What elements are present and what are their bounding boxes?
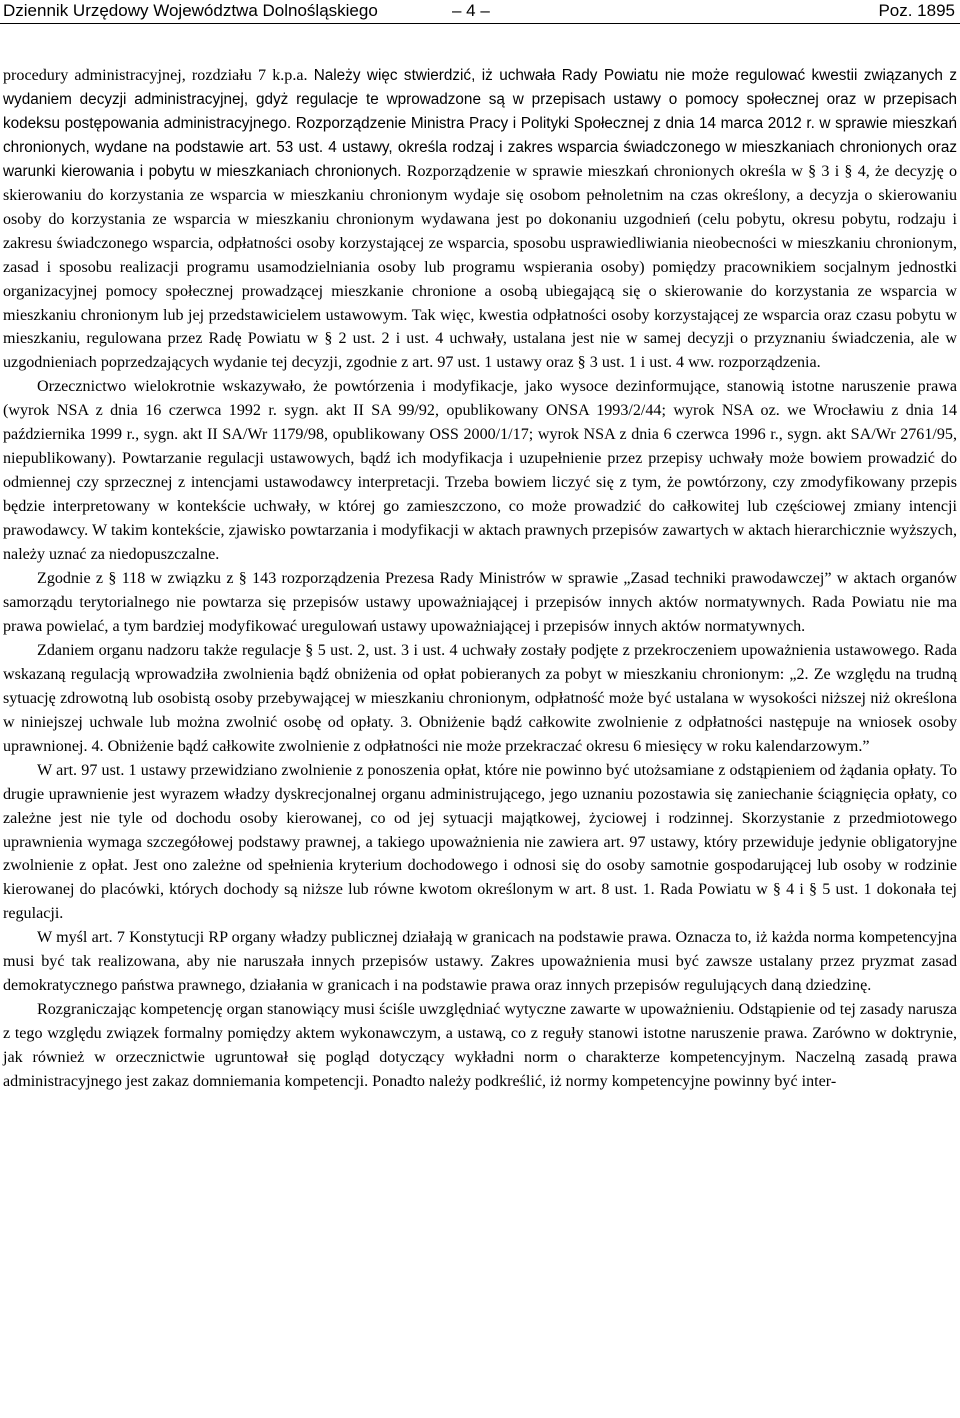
paragraph: Orzecznictwo wielokrotnie wskazywało, że powtórzenia i modyfikacje, jako wysoce dezinformujące, stanowią istotne naruszenie prawa (wyrok NSA z dnia 16 czerwca 1992 r. sygn. akt II SA 99/92, opublikowany ONSA 1993/2/44; wyrok NSA oz. we Wrocławiu z dnia 14 października 1999 r., sygn. akt II SA/Wr 1179/98, opublikowany OSS 2000/1/17; wyrok NSA z dnia 6 czerwca 1996 r., sygn. akt SA/Wr 2761/95, niepublikowany). Powtarzanie regulacji ustawowych, bądź ich modyfikacja i uzupełnienie przez przepisy uchwały może bowiem prowadzić do odmiennej czy sprzecznej z intencjami ustawodawcy interpretacji. Trzeba bowiem liczyć się z tym, że powtórzony, czy zmodyfikowany przepis będzie interpretowany w kontekście uchwały, w której go zamieszczono, co może prowadzić do całkowitej lub częściowej zmiany intencji prawodawcy. W takim kontekście, zjawisko powtarzania i modyfikacji w aktach prawnych przepisów zawartych w aktach hierarchicznie wyższych, należy uznać za niedopuszczalne. bbox=[3, 378, 957, 564]
header-rule bbox=[0, 23, 960, 24]
journal-title: Dziennik Urzędowy Województwa Dolnośląskiego bbox=[3, 1, 378, 20]
paragraph-continuation: procedury administracyjnej, rozdziału 7 k.p.a. bbox=[3, 67, 314, 84]
paragraph: W art. 97 ust. 1 ustawy przewidziano zwolnienie z ponoszenia opłat, które nie powinno być utożsamiane z odstąpieniem od żądania opłaty. To drugie uprawnienie jest wyrazem władzy dyskrecjonalnej organu administrującego, jego uznaniu pozostawia się zaniechanie ściągnięcia opłaty, co zależne jest nie tyle od dochodu osoby kierowanej, co od jej sytuacji majątkowej, życiowej i rodzinnej. Skorzystanie z przedmiotowego uprawnienia wymaga szczegółowej podstawy prawnej, a takiego upoważnienia nie zawiera art. 97 ustawy, który przewiduje jedynie obligatoryjne zwolnienie z opłat. Jest ono zależne od spełnienia kryterium dochodowego i odnosi się do osoby samotnie gospodarującej lub osoby w rodzinie kierowanej do placówki, których dochody są niższe lub równe kwotom określonym w art. 8 ust. 1. Rada Powiatu w § 4 i § 5 ust. 1 dokonała tej regulacji. bbox=[3, 761, 957, 923]
position-number: Poz. 1895 bbox=[878, 1, 955, 20]
page-number: – 4 – bbox=[452, 1, 490, 20]
paragraph bbox=[3, 64, 957, 375]
paragraph: Zdaniem organu nadzoru także regulacje § 5 ust. 2, ust. 3 i ust. 4 uchwały zostały podjęte z przekroczeniem upoważnienia ustawowego. Rada wskazaną regulacją wprowadziła zwolnienia bądź obniżenia od opłat pobieranych za pobyt w mieszkaniu chronionym: „2. Ze względu na trudną sytuację zdrowotną lub osobistą osoby przebywającej w mieszkaniu chronionym, odpłatność może być ustalana w wysokości niższej niż określona w niniejszej uchwale lub można zwolnić osobę od opłaty. 3. Obniżenie bądź całkowite zwolnienie z odpłatności następuje na wniosek osoby uprawnionej. 4. Obniżenie bądź całkowite zwolnienie z odpłatności nie może przekraczać okresu 6 miesięcy w roku kalendarzowym.” bbox=[3, 641, 957, 755]
paragraph: Zgodnie z § 118 w związku z § 143 rozporządzenia Prezesa Rady Ministrów w sprawie „Zasad techniki prawodawczej” w aktach organów samorządu terytorialnego nie powtarza się przepisów ustawy upoważniającej i przepisów innych aktów normatywnych. Rada Powiatu nie ma prawa powielać, a tym bardziej modyfikować uregulowań ustawy upoważniającej i przepisów innych aktów normatywnych. bbox=[3, 570, 957, 635]
document-body bbox=[3, 64, 957, 1094]
paragraph: Rozgraniczając kompetencję organ stanowiący musi ściśle uwzględniać wytyczne zawarte w upoważnieniu. Odstąpienie od tej zasady narusza z tego względu związek formalny pomiędzy aktem wykonawczym, a ustawą, co z reguły stanowi istotne naruszenie prawa. Zarówno w doktrynie, jak również w orzecznictwie ugruntował się pogląd dotyczący wykładni norm o charakterze kompetencyjnym. Naczelną zasadą prawa administracyjnego jest zakaz domniemania kompetencji. Ponadto należy podkreślić, iż normy kompetencyjne powinny być inter- bbox=[3, 1001, 957, 1091]
paragraph-segment: Rozporządzenie w sprawie mieszkań chronionych określa w § 3 i § 4, że decyzję o skierowaniu do korzystania ze wsparcia w mieszkaniu chronionym wydaje się osobom pełnoletnim na czas określony, a decyzja o skierowaniu osoby do korzystania ze wsparcia w mieszkaniu chronionym wydawana jest po dokonaniu uzgodnień (celu pobytu, okresu pobytu, rodzaju i zakresu świadczonego wsparcia, odpłatności osoby korzystającej ze wsparcia, sposobu usprawiedliwiania nieobecności w mieszkaniu chronionym, zasad i sposobu realizacji programu usamodzielniania osoby lub programu wspierania osoby) pomiędzy pracownikiem socjalnym jednostki organizacyjnej pomocy społecznej prowadzącej mieszkanie chronione a osobą ubiegającą się o skierowanie do korzystania ze wsparcia w mieszkaniu chronionym lub jej przedstawicielem ustawowym. Tak więc, kwestia odpłatności osoby korzystającej ze wsparcia oraz czasu pobytu w mieszkaniu, regulowana przez Radę Powiatu w § 2 ust. 2 i ust. 4 uchwały, ustalana jest nie w samej decyzji o przyznaniu świadczenia, ale w uzgodnieniach poprzedzających wydanie tej decyzji, zgodnie z art. 97 ust. 1 ustawy oraz § 3 ust. 1 i ust. 4 ww. rozporządzenia. bbox=[3, 162, 958, 372]
paragraph-sans-segment: Należy więc stwierdzić, iż uchwała Rady Powiatu nie może regulować kwestii związanych z wydaniem decyzji administracyjnej, gdyż regulacje te wprowadzone są w przepisach ustawy o pomocy społecznej oraz w przepisach kodeksu postępowania administracyjnego. Rozporządzenie Ministra Pracy i Polityki Społecznej z dnia 14 marca 2012 r. w sprawie mieszkań chronionych, wydane na podstawie art. 53 ust. 4 ustawy, określa rodzaj i zakres wsparcia świadczonego w mieszkaniach chronionych oraz warunki kierowania i pobytu w mieszkaniach chronionych. bbox=[3, 67, 957, 180]
paragraph: W myśl art. 7 Konstytucji RP organy władzy publicznej działają w granicach na podstawie prawa. Oznacza to, iż każda norma kompetencyjna musi być tak realizowana, aby nie naruszała innych przepisów ustawy. Zakres upoważnienia musi być zawsze ustalany przez pryzmat zasad demokratycznego państwa prawnego, działania w granicach i na podstawie prawa oraz innych przepisów regulujących daną dziedzinę. bbox=[3, 929, 957, 995]
